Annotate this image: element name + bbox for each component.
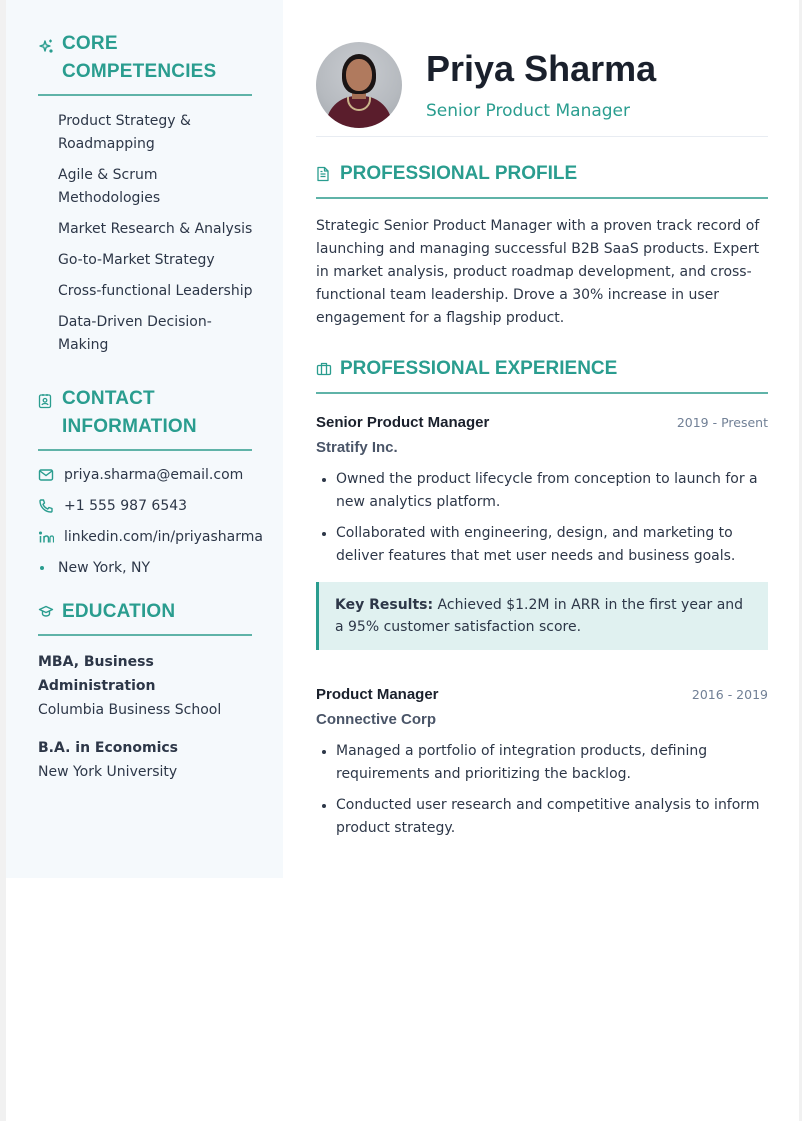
education-item xyxy=(38,736,251,784)
job-bullets xyxy=(316,468,768,568)
education-title: EDUCATION xyxy=(62,601,176,622)
contact-list xyxy=(38,451,263,578)
contact-linkedin[interactable] xyxy=(38,527,263,547)
profile-summary: Strategic Senior Product Manager with a proven track record of launching and managing successful B2B SaaS products. Expert in market analysis, product roadmap development, and cross-functional team leadership. Drove a 30% increase in user engagement for a flagship product. xyxy=(316,218,760,326)
profile-header xyxy=(316,161,768,199)
core-competencies-title: CORE COMPETENCIES xyxy=(62,33,217,82)
phone-icon xyxy=(38,498,54,514)
competency-item: Data-Driven Decision-Making xyxy=(58,314,212,353)
education-school: Columbia Business School xyxy=(38,702,222,718)
competency-item: Go-to-Market Strategy xyxy=(58,252,215,268)
sparkles-icon xyxy=(38,38,56,56)
job-title: Senior Product Manager xyxy=(316,414,490,431)
professional-profile-section xyxy=(316,161,768,330)
competency-item: Product Strategy & Roadmapping xyxy=(58,113,191,152)
company-name: Connective Corp xyxy=(316,711,437,728)
education-degree: B.A. in Economics xyxy=(38,740,178,756)
key-results-text: Achieved $1.2M in ARR in the first year and a 95% customer satisfaction score. xyxy=(335,597,744,635)
competencies-list xyxy=(38,96,251,357)
job-dates: 2019 - Present xyxy=(676,415,768,430)
sidebar xyxy=(6,0,283,878)
job-bullet: Conducted user research and competitive analysis to inform product strategy. xyxy=(316,794,768,840)
core-competencies-header xyxy=(38,30,252,96)
location-bullet-icon xyxy=(40,566,44,570)
professional-experience-section xyxy=(316,356,768,840)
location-text: New York, NY xyxy=(58,560,151,576)
core-competencies-section xyxy=(38,30,251,357)
education-section xyxy=(38,598,251,784)
contact-location xyxy=(38,558,251,578)
experience-header xyxy=(316,356,768,394)
linkedin-text[interactable]: linkedin.com/in/priyasharma xyxy=(64,529,263,545)
contact-card-icon xyxy=(38,393,56,411)
education-item xyxy=(38,650,251,722)
job-entry xyxy=(316,684,768,840)
job-dates: 2016 - 2019 xyxy=(691,687,768,702)
candidate-role: Senior Product Manager xyxy=(426,100,631,121)
mail-icon xyxy=(38,467,54,483)
email-text[interactable]: priya.sharma@email.com xyxy=(64,467,244,483)
resume-page xyxy=(6,0,799,1121)
education-school: New York University xyxy=(38,764,178,780)
contact-section xyxy=(38,385,263,578)
competency-item: Agile & Scrum Methodologies xyxy=(58,167,161,206)
education-degree: MBA, Business Administration xyxy=(38,654,156,694)
avatar xyxy=(316,42,402,128)
competency-item: Cross-functional Leadership xyxy=(58,283,253,299)
job-title: Product Manager xyxy=(316,686,439,703)
job-bullets xyxy=(316,740,768,840)
contact-phone[interactable] xyxy=(38,496,251,516)
document-icon xyxy=(316,166,332,182)
name-block xyxy=(426,47,656,123)
competency-item: Market Research & Analysis xyxy=(58,221,253,237)
company-name: Stratify Inc. xyxy=(316,439,398,456)
contact-title: CONTACT INFORMATION xyxy=(62,388,197,437)
job-entry xyxy=(316,412,768,650)
graduation-cap-icon xyxy=(38,603,56,621)
key-results-callout xyxy=(316,582,768,650)
main-content xyxy=(316,0,768,848)
experience-title: PROFESSIONAL EXPERIENCE xyxy=(340,358,618,379)
contact-email[interactable] xyxy=(38,465,251,485)
candidate-name: Priya Sharma xyxy=(426,47,657,89)
resume-header xyxy=(316,0,768,137)
phone-text[interactable]: +1 555 987 6543 xyxy=(64,498,188,514)
job-bullet: Owned the product lifecycle from conception to launch for a new analytics platform. xyxy=(316,468,768,514)
key-results-label: Key Results: xyxy=(335,597,434,613)
contact-header xyxy=(38,385,252,451)
briefcase-icon xyxy=(316,361,332,377)
job-bullet: Collaborated with engineering, design, and marketing to deliver features that met user needs and business goals. xyxy=(316,522,768,568)
linkedin-icon xyxy=(38,529,54,545)
profile-title: PROFESSIONAL PROFILE xyxy=(340,163,578,184)
job-bullet: Managed a portfolio of integration products, defining requirements and prioritizing the backlog. xyxy=(316,740,768,786)
education-header xyxy=(38,598,252,636)
